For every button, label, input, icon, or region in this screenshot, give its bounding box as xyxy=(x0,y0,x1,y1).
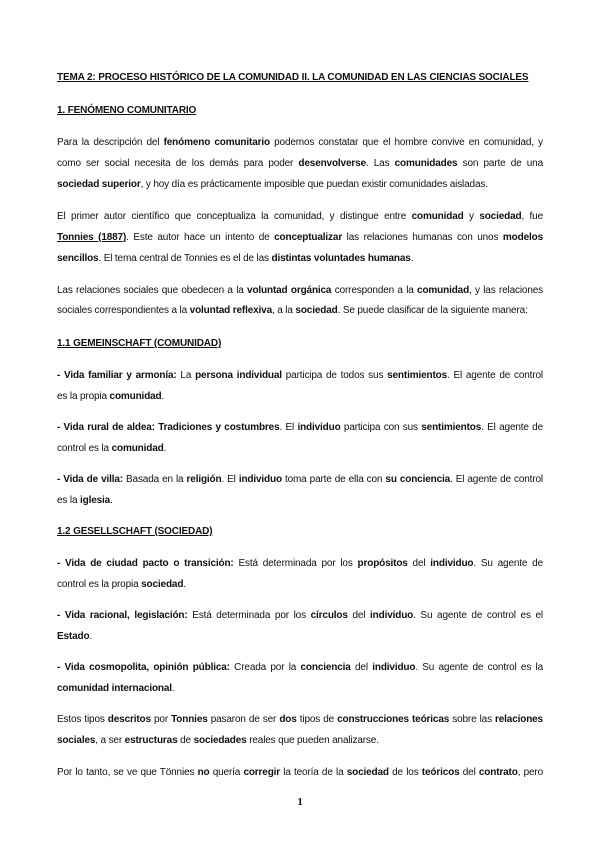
bold-text: sociedad xyxy=(295,305,338,316)
text: como ser social necesita de los demás para poder xyxy=(57,158,299,169)
text: son parte de una xyxy=(457,158,543,169)
text: . xyxy=(410,253,414,264)
text: . xyxy=(89,631,93,642)
text: . xyxy=(183,579,186,590)
text: Creada por la xyxy=(229,662,301,673)
paragraph-3-line-1 xyxy=(57,284,543,297)
section-heading-1-1: 1.1 GEMEINSCHAFT (COMUNIDAD) xyxy=(57,338,222,349)
bold-text: sociedades xyxy=(193,735,247,746)
text: por xyxy=(150,714,172,725)
text: , pero xyxy=(517,767,543,778)
text: de xyxy=(177,735,194,746)
text: , y hoy día es prácticamente imposible que puedan existir comunidades aisladas. xyxy=(140,179,488,190)
text: . Su agente de control es la xyxy=(415,662,543,673)
paragraph-2-line-3 xyxy=(57,252,543,265)
bold-text: - Vida rural de aldea: Tradiciones y costumbres xyxy=(57,422,280,433)
text: sociales correspondientes a la xyxy=(57,305,190,316)
text: , a ser xyxy=(95,735,125,746)
text: . Su agente de xyxy=(473,558,543,569)
text: . xyxy=(110,495,113,506)
text: podemos constatar que el hombre convive en comunidad, y xyxy=(269,137,543,148)
text: . Se puede clasificar de la siguiente manera: xyxy=(337,305,528,316)
text: , fue xyxy=(521,211,543,222)
bold-text: sociedad xyxy=(479,211,522,222)
text: reales que pueden analizarse. xyxy=(246,735,379,746)
bold-text: comunidad xyxy=(109,391,162,402)
bold-text: distintas voluntades humanas xyxy=(271,253,411,264)
text: la teoría de la xyxy=(280,767,347,778)
bold-text: - Vida cosmopolita, opinión pública: xyxy=(57,662,230,673)
gesellschaft-item-1-line-2 xyxy=(57,578,543,591)
bold-text: comunidad xyxy=(111,443,164,454)
gemeinschaft-item-3-line-2 xyxy=(57,494,543,507)
bold-text: - Vida racional, legislación: xyxy=(57,610,188,621)
text: del xyxy=(459,767,479,778)
bold-text: - Vida de villa: xyxy=(57,474,123,485)
text: . El tema central de Tonnies es el de las xyxy=(98,253,272,264)
gemeinschaft-item-1-line-2 xyxy=(57,390,543,403)
bold-text: sociedad xyxy=(141,579,184,590)
text: de los xyxy=(388,767,422,778)
text: toma parte de ella con xyxy=(281,474,386,485)
text: Las relaciones sociales que obedecen a la xyxy=(57,285,248,296)
text: pasaron de ser xyxy=(207,714,280,725)
section-heading-1-2: 1.2 GESELLSCHAFT (SOCIEDAD) xyxy=(57,526,213,537)
bold-text: sentimientos xyxy=(421,422,482,433)
bold-underlined-text: Tonnies (1887) xyxy=(57,232,127,243)
paragraph-4-line-2 xyxy=(57,734,543,747)
text: Está determinada por los xyxy=(187,610,311,621)
bold-text: no xyxy=(197,767,210,778)
text: . xyxy=(161,391,165,402)
bold-text: persona individual xyxy=(195,370,282,381)
page-number: 1 xyxy=(297,796,303,808)
text: La xyxy=(176,370,196,381)
paragraph-2-line-1 xyxy=(57,210,543,223)
bold-text: comunidad xyxy=(411,211,464,222)
text: Está determinada por los xyxy=(233,558,358,569)
bold-text: propósitos xyxy=(357,558,408,569)
text: . El xyxy=(279,422,298,433)
text: participa con sus xyxy=(340,422,422,433)
text: . xyxy=(163,443,167,454)
text: del xyxy=(347,610,371,621)
text: del xyxy=(350,662,373,673)
bold-text: conciencia xyxy=(300,662,351,673)
text: quería xyxy=(209,767,244,778)
bold-text: individuo xyxy=(372,662,416,673)
text: . Su agente de control es el xyxy=(413,610,543,621)
bold-text: relaciones xyxy=(495,714,543,725)
bold-text: círculos xyxy=(310,610,348,621)
text: . El xyxy=(221,474,239,485)
bold-text: desenvolverse xyxy=(298,158,366,169)
text: . Este autor hace un intento de xyxy=(126,232,275,243)
bold-text: religión xyxy=(186,474,222,485)
bold-text: iglesia xyxy=(80,495,111,506)
gemeinschaft-item-3-line-1 xyxy=(57,473,543,486)
bold-text: estructuras xyxy=(124,735,178,746)
bold-text: su conciencia xyxy=(385,474,451,485)
paragraph-3-line-2 xyxy=(57,304,543,317)
bold-text: - Vida familiar y armonía: xyxy=(57,370,177,381)
paragraph-4-line-1 xyxy=(57,713,543,726)
text: del xyxy=(407,558,431,569)
paragraph-1-line-1 xyxy=(57,136,543,149)
text: sobre las xyxy=(449,714,495,725)
text: Para la descripción del xyxy=(57,137,164,148)
bold-text: - Vida de ciudad pacto o transición: xyxy=(57,558,234,569)
text: corresponden a la xyxy=(331,285,418,296)
text: es la propia xyxy=(57,391,110,402)
bold-text: individuo xyxy=(238,474,282,485)
paragraph-1-line-3 xyxy=(57,178,543,191)
bold-text: contrato xyxy=(478,767,518,778)
gemeinschaft-item-2-line-2 xyxy=(57,442,543,455)
bold-text: voluntad reflexiva xyxy=(189,305,272,316)
gesellschaft-item-2-line-1 xyxy=(57,609,543,622)
bold-text: individuo xyxy=(430,558,474,569)
bold-text: descritos xyxy=(107,714,151,725)
text: y xyxy=(463,211,480,222)
text: Por lo tanto, se ve que Tönnies xyxy=(57,767,198,778)
document-title: TEMA 2: PROCESO HISTÓRICO DE LA COMUNIDAD II. LA COMUNIDAD EN LAS CIENCIAS SOCIALES xyxy=(57,72,529,83)
section-heading-1: 1. FENÓMENO COMUNITARIO xyxy=(57,105,197,116)
gesellschaft-item-1-line-1 xyxy=(57,557,543,570)
gemeinschaft-item-2-line-1 xyxy=(57,421,543,434)
text: . El agente de control xyxy=(450,474,543,485)
bold-text: comunidades xyxy=(394,158,458,169)
bold-text: corregir xyxy=(243,767,281,778)
text: control es la xyxy=(57,443,112,454)
text: . El agente de control xyxy=(447,370,543,381)
bold-text: Estado xyxy=(57,631,90,642)
text: El primer autor científico que conceptualiza la comunidad, y distingue entre xyxy=(57,211,412,222)
text: , a la xyxy=(272,305,296,316)
bold-text: sociedad superior xyxy=(57,179,141,190)
bold-text: voluntad orgánica xyxy=(247,285,332,296)
bold-text: comunidad xyxy=(417,285,470,296)
gesellschaft-item-3-line-2 xyxy=(57,682,543,695)
text: participa de todos sus xyxy=(281,370,388,381)
bold-text: Tonnies xyxy=(171,714,208,725)
bold-text: individuo xyxy=(297,422,341,433)
gesellschaft-item-3-line-1 xyxy=(57,661,543,674)
bold-text: sociedad xyxy=(346,767,389,778)
text: Estos tipos xyxy=(57,714,108,725)
bold-text: comunidad internacional xyxy=(57,683,172,694)
bold-text: conceptualizar xyxy=(274,232,343,243)
text: . Las xyxy=(365,158,395,169)
text: . El agente de xyxy=(481,422,543,433)
bold-text: dos xyxy=(279,714,297,725)
bold-text: teóricos xyxy=(421,767,460,778)
bold-text: modelos xyxy=(502,232,543,243)
paragraph-2-line-2 xyxy=(57,231,543,244)
bold-text: fenómeno comunitario xyxy=(163,137,270,148)
bold-text: construcciones teóricas xyxy=(337,714,450,725)
bold-text: sociales xyxy=(57,735,96,746)
paragraph-1-line-2 xyxy=(57,157,543,170)
text: las relaciones humanas con unos xyxy=(342,232,503,243)
bold-text: sentimientos xyxy=(387,370,447,381)
gemeinschaft-item-1-line-1 xyxy=(57,369,543,382)
text: . xyxy=(171,683,175,694)
bold-text: individuo xyxy=(370,610,414,621)
text: , y las relaciones xyxy=(469,285,544,296)
bold-text: sencillos xyxy=(57,253,99,264)
paragraph-5-line-1 xyxy=(57,766,543,779)
text: tipos de xyxy=(296,714,338,725)
text: Basada en la xyxy=(122,474,187,485)
text: control es la propia xyxy=(57,579,142,590)
gesellschaft-item-2-line-2 xyxy=(57,630,543,643)
text: es la xyxy=(57,495,81,506)
